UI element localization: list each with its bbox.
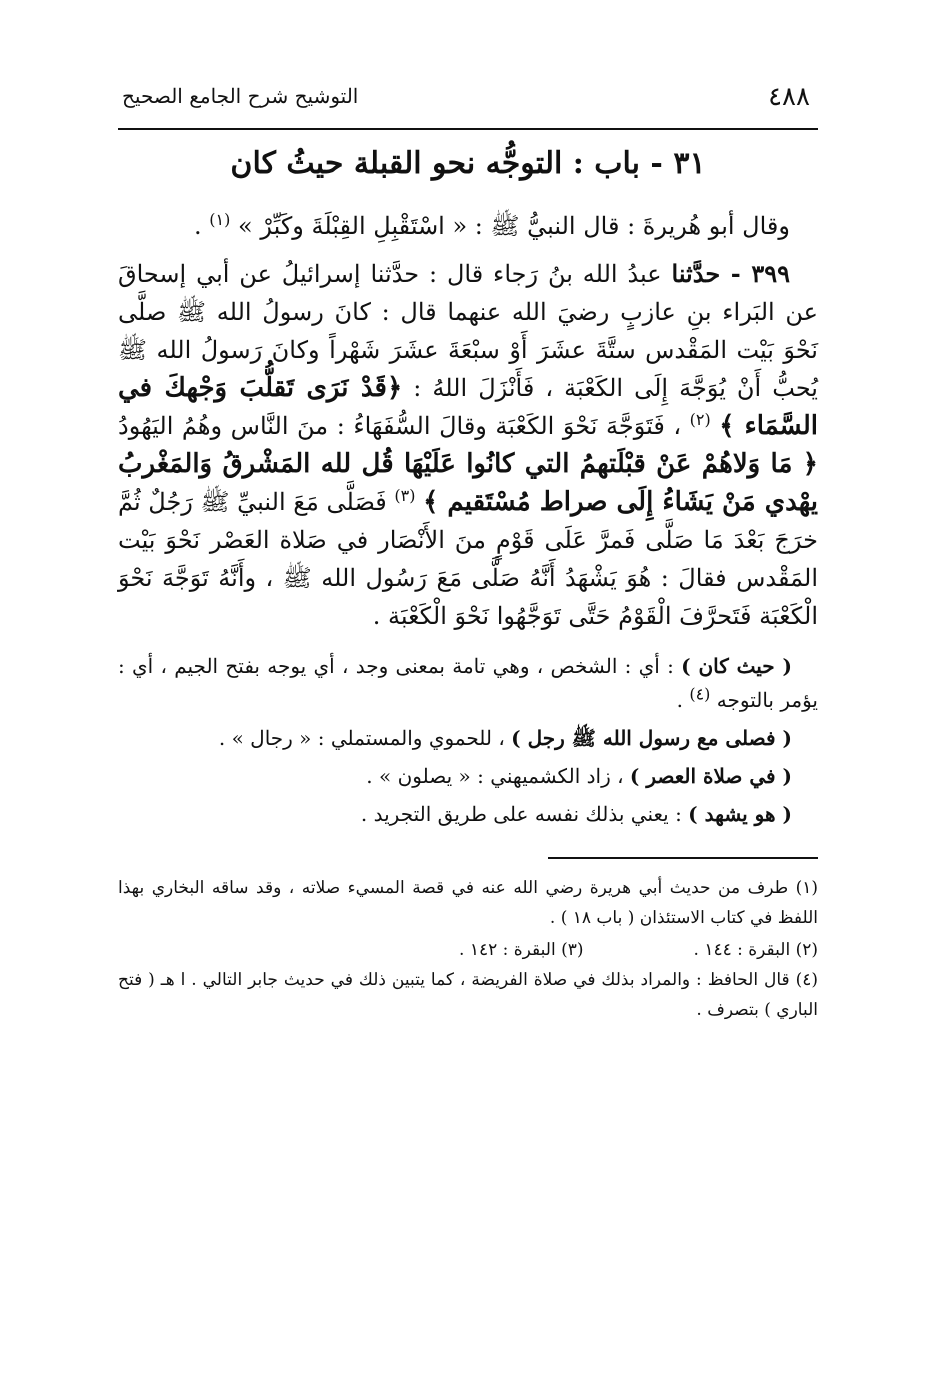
- hadith-number: ٣٩٩: [751, 259, 791, 288]
- chapter-title: ٣١ - باب : التوجُّه نحو القبلة حيثُ كان: [230, 146, 706, 181]
- note-lemma: ( حيث كان ): [681, 654, 793, 678]
- footnotes: [118, 873, 818, 1025]
- quran-verse-1: ﴿قَدْ نَرَى تَقلُّبَ وَجْهكَ في السَّمَاء ﴾: [118, 373, 818, 441]
- commentary-note: [118, 721, 818, 755]
- footnote-row: [118, 935, 818, 965]
- note-lemma: ( هو يشهد ): [688, 802, 792, 826]
- note-text: ، زاد الكشميهني : « يصلون » .: [366, 764, 630, 788]
- running-title: التوشيح شرح الجامع الصحيح: [122, 84, 359, 108]
- hadith-text-part3: فَصَلَّى مَعَ النبيِّ ﷺ رَجُلٌ ثُمَّ خرَجَ بَعْدَ مَا صَلَّى فَمرَّ عَلَى قَوْمٍ منَ الأَنْصَار في صَلاة العَصْر نَحْوَ بَيْت المَقْدس فقالَ : هُوَ يَشْهَدُ أَنَّهُ صَلَّى مَعَ رَسُول الله ﷺ ، وأَنَّهُ تَوَجَّهَ نَحْوَ الْكَعْبَة فَتَحرَّفَ الْقَوْمُ حَتَّى تَوَجَّهُوا نَحْوَ الْكَعْبَة .: [118, 488, 819, 630]
- footnote-ref-4: (٤): [689, 684, 711, 704]
- footnote-2: (٢) البقرة : ١٤٤ .: [693, 940, 818, 960]
- page-number: ٤٨٨: [768, 82, 810, 112]
- note-lemma: ( فصلى مع رسول الله ﷺ رجل ): [511, 726, 792, 750]
- hadith-text-part1: عبدُ الله بنُ رَجاء قال : حدَّثنا إسرائيلُ عن أبي إسحاقَ عن البَراء بنِ عازبٍ رضيَ الله عنهما قال : كانَ رسولُ الله ﷺ صلَّى نَحْوَ بَيْت المَقْدس ستَّةَ عشَرَ أَوْ سبْعَةَ عشَرَ شَهْراً وكانَ رَسولُ الله ﷺ يُحبُّ أَنْ يُوَجَّهَ إِلَى الكَعْبَة ، فَأَنْزَلَ اللهُ :: [118, 260, 818, 402]
- footnote-3: (٣) البقرة : ١٤٢ .: [459, 940, 584, 960]
- footnote-ref-3: (٣): [394, 486, 416, 505]
- footnote-rule: [548, 857, 818, 859]
- intro-end: .: [194, 212, 202, 240]
- commentary-note: [118, 759, 818, 793]
- footnote-4: (٤) قال الحافظ : والمراد بذلك في صلاة الفريضة ، كما يتبين ذلك في حديث جابر التالي . ا هـ ( فتح الباري ) بتصرف .: [118, 970, 818, 1020]
- hadith-opening: حدَّثنا: [671, 259, 721, 288]
- commentary: [118, 649, 818, 831]
- intro-paragraph: [118, 207, 818, 245]
- footnote-ref-2: (٢): [689, 410, 711, 429]
- intro-text: وقال أبو هُريرةَ : قال النبيُّ ﷺ : « اسْتَقْبِلِ القِبْلَةَ وكَبِّرْ »: [238, 212, 790, 240]
- note-text: ، للحموي والمستملي : « رجال » .: [218, 726, 512, 750]
- header-rule: [118, 128, 818, 130]
- footnote-1: (١) طرف من حديث أبي هريرة رضي الله عنه في قصة المسيء صلاته ، وقد ساقه البخاري بهذا اللفظ في كتاب الاستئذان ( باب ١٨ ) .: [118, 878, 818, 928]
- quran-verse-2: ﴿ مَا وَلاهُمْ عَنْ قبْلَتهمُ التي كانُوا عَلَيْهَا قُل لله المَشْرقُ وَالمَغْربُ يهْدي مَنْ يَشَاءُ إِلَى صراط مُسْتَقيم ﴾: [118, 449, 818, 517]
- note-text: : يعني بذلك نفسه على طريق التجريد .: [360, 802, 689, 826]
- note-lemma: ( في صلاة العصر ): [629, 764, 792, 788]
- note-end: .: [676, 688, 690, 712]
- footnote-ref-1: (١): [209, 210, 231, 229]
- page-header: [118, 80, 818, 120]
- hadith-paragraph: [118, 255, 818, 635]
- commentary-note: [118, 649, 818, 717]
- commentary-note: [118, 797, 818, 831]
- main-text: [118, 140, 818, 1027]
- note-text: : أي : الشخص ، وهي تامة بمعنى وجد ، أي يوجه بفتح الجيم ، أي : يؤمر بالتوجه: [118, 654, 818, 712]
- hadith-text-part2: ، فَتَوَجَّهَ نَحْوَ الكَعْبَة وقالَ السُّفَهَاءُ : منَ النَّاس وهُمُ اليَهُودُ: [118, 412, 690, 440]
- hadith-dash: -: [720, 259, 752, 288]
